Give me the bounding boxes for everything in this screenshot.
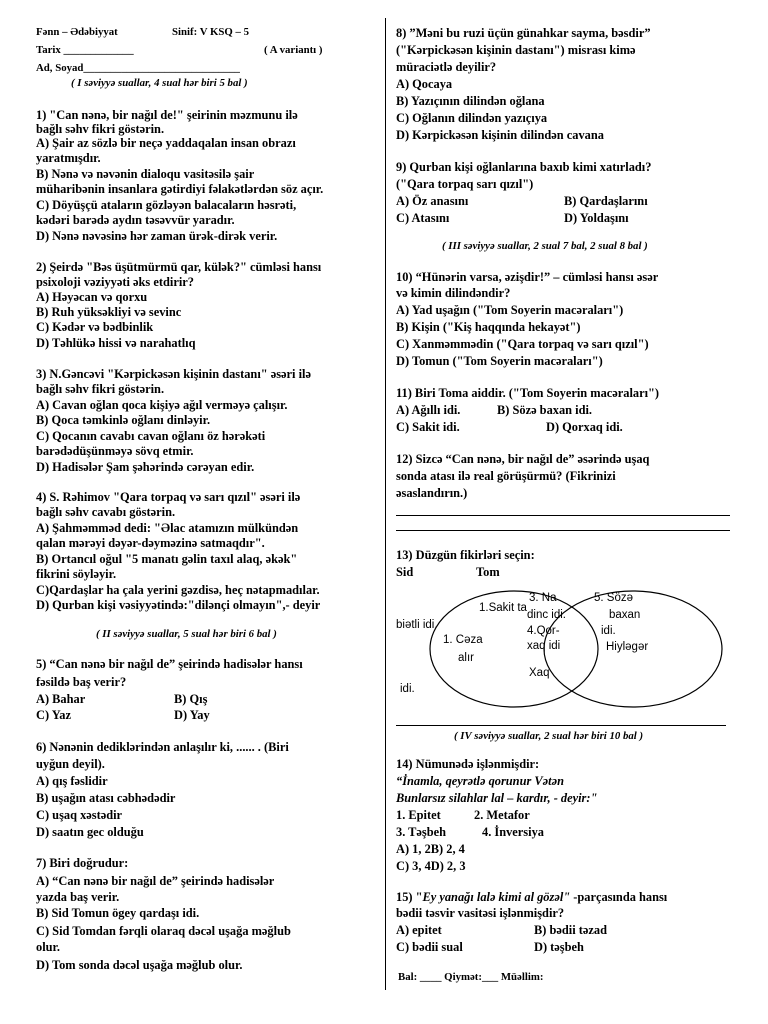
venn-middle-1: 3. Na: [529, 592, 557, 604]
q8-text-2: ("Kərpickəsən kişinin dastanı") misrası kimə: [396, 43, 636, 57]
q15-option-c: C) bədii sual: [396, 940, 463, 954]
q2-option: B) Ruh yüksəkliyi və sevinc: [36, 305, 182, 319]
q9-option-c: C) Atasını: [396, 211, 450, 225]
q4-text-1: 4) S. Rəhimov "Qara torpaq və sarı qızıl" əsəri ilə: [36, 490, 301, 504]
q1-text-1: 1) "Can nənə, bir nağıl de!" şeirinin məzmunu ilə: [36, 108, 298, 122]
q6-option: C) uşaq xəstədir: [36, 808, 123, 822]
q8-option: B) Yazıçının dilindən oğlana: [396, 94, 545, 108]
grade: Sinif: V KSQ – 5: [172, 26, 250, 38]
q7-text: 7) Biri doğrudur:: [36, 856, 129, 870]
q14-option: A) 1, 2B) 2, 4: [396, 842, 465, 856]
q4-option: fikrini söyləyir.: [36, 567, 117, 581]
q5-option-a: A) Bahar: [36, 692, 86, 706]
q14-term: 2. Metafor: [474, 808, 530, 822]
q11-option-d: D) Qorxaq idi.: [546, 420, 623, 434]
venn-right-1: 5. Sözə: [594, 592, 633, 604]
q3-text-2: bağlı səhv fikri göstərin.: [36, 382, 165, 396]
q14-term: 1. Epitet: [396, 808, 441, 822]
q1-option: kədəri barədə aydın təsəvvür yaradır.: [36, 213, 235, 227]
q1-text-2: bağlı səhv fikri göstərin.: [36, 122, 165, 136]
q14-option: C) 3, 4D) 2, 3: [396, 859, 466, 873]
q7-option: yazda baş verir.: [36, 890, 120, 904]
q11-option-a: A) Ağıllı idi.: [396, 403, 461, 417]
q8-option: D) Kərpickəsən kişinin dilindən cavana: [396, 128, 604, 142]
variant: ( A variantı ): [264, 44, 323, 56]
q2-option: C) Kədər və bədbinlik: [36, 320, 154, 334]
answer-line: [396, 725, 726, 726]
venn-diagram: [396, 585, 736, 710]
q6-text-1: 6) Nənənin dediklərindən anlaşılır ki, ...... . (Biri: [36, 740, 289, 754]
q3-option: barədədüşünməyə sövq etmir.: [36, 444, 194, 458]
q10-option: D) Tomun ("Tom Soyerin macəraları"): [396, 354, 603, 368]
q6-option: B) uşağın atası cəbhədədir: [36, 791, 176, 805]
q12-text-2: sonda atası ilə real görüşürmü? (Fikrinizi: [396, 469, 616, 483]
q14-quote-2: Bunlarsız silahlar lal – kardır, - deyir:": [396, 791, 598, 805]
q6-text-2: uyğun deyil).: [36, 757, 105, 771]
q8-option: A) Qocaya: [396, 77, 453, 91]
q14-quote-1: “İnamla, qeyrətlə qorunur Vətən: [396, 774, 564, 788]
q6-option: D) saatın gec olduğu: [36, 825, 144, 839]
venn-label-sid: Sid: [396, 565, 414, 579]
q5-text-1: 5) “Can nənə bir nağıl de” şeirində hadisələr hansı: [36, 657, 303, 671]
q5-option-b: B) Qış: [174, 692, 208, 706]
q9-option-b: B) Qardaşlarını: [564, 194, 648, 208]
q10-option: C) Xanməmmədin ("Qara torpaq və sarı qızıl"): [396, 337, 649, 351]
q7-option: olur.: [36, 940, 60, 954]
q1-option: C) Döyüşçü ataların gözləyən balacaların həsrəti,: [36, 198, 297, 212]
venn-left-outside-2: idi.: [400, 683, 415, 695]
q8-text-1: 8) ”Məni bu ruzi üçün günahkar sayma, bəsdir”: [396, 26, 651, 40]
q1-option: D) Nənə nəvəsinə hər zaman ürək-dirək verir.: [36, 229, 278, 243]
q7-option: B) Sid Tomun ögey qardaşı idi.: [36, 906, 200, 920]
q9-text-1: 9) Qurban kişi oğlanlarına baxıb kimi xatırladı?: [396, 160, 652, 174]
q10-text-1: 10) “Hünərin varsa, əzişdir!” – cümləsi hansı əsər: [396, 270, 659, 284]
q2-option: A) Həyəcan və qorxu: [36, 290, 148, 304]
venn-left-outside-1: biətli idi.: [396, 619, 438, 631]
q15-option-b: B) bədii təzad: [534, 923, 607, 937]
q14-term: 3. Təşbeh: [396, 825, 447, 839]
q7-option: D) Tom sonda dəcəl uşağa məğlub olur.: [36, 958, 243, 972]
venn-left-inside-1: 1.Sakit ta: [479, 602, 527, 614]
venn-middle-5: Xaq: [529, 667, 550, 679]
q9-option-a: A) Öz anasını: [396, 194, 469, 208]
q4-option: qalan mərəyi dəyər-dəyməzinə satmaqdır".: [36, 536, 265, 550]
q11-option-b: B) Sözə baxan idi.: [497, 403, 593, 417]
q11-option-c: C) Sakit idi.: [396, 420, 460, 434]
q9-option-d: D) Yoldaşını: [564, 211, 629, 225]
q10-text-2: və kimin dilindəndir?: [396, 286, 511, 300]
column-divider: [385, 18, 386, 990]
q7-option: A) “Can nənə bir nağıl de” şeirində hadisələr: [36, 874, 275, 888]
q5-option-c: C) Yaz: [36, 708, 71, 722]
venn-right-3: idi.: [601, 625, 616, 637]
q15-option-d: D) təşbeh: [534, 940, 584, 954]
q5-text-2: fəsildə baş verir?: [36, 675, 127, 689]
q11-text: 11) Biri Toma aiddir. ("Tom Soyerin macəraları"): [396, 386, 660, 400]
q4-option: B) Ortancıl oğul "5 manatı gəlin taxıl alaq, əkək": [36, 552, 298, 566]
q5-option-d: D) Yay: [174, 708, 210, 722]
q1-option: B) Nənə və nəvənin dialoqu vasitəsilə şair: [36, 167, 255, 181]
q1-option: yaratmışdır.: [36, 151, 101, 165]
q3-option: D) Hadisələr Şam şəhərində cərəyan edir.: [36, 460, 255, 474]
q10-option: B) Kişin ("Kiş haqqında hekayət"): [396, 320, 581, 334]
answer-line: [396, 530, 730, 531]
q4-option: D) Qurban kişi vəsiyyətində:"dilənçi olmayın",- deyir: [36, 598, 321, 612]
venn-middle-4: xaq idi: [527, 640, 561, 652]
q2-option: D) Təhlükə hissi və narahatlıq: [36, 336, 196, 350]
q15-quote: Ey yanağı lalə kimi al gözəl": [422, 890, 571, 904]
subject: Fənn – Ədəbiyyat: [36, 26, 118, 38]
q12-text-3: əsaslandırın.): [396, 486, 468, 500]
q3-option: A) Cavan oğlan qoca kişiyə ağıl verməyə çalışır.: [36, 398, 288, 412]
q15-text-end: -parçasında hansı: [570, 890, 668, 904]
q2-text-2: psixoloji vəziyyəti əks etdirir?: [36, 275, 194, 289]
level1-heading: ( I səviyyə suallar, 4 sual hər biri 5 bal ): [71, 77, 248, 89]
q7-option: C) Sid Tomdan fərqli olaraq dəcəl uşağa məğlub: [36, 924, 291, 938]
q3-text-1: 3) N.Gəncəvi "Kərpickəsən kişinin dastanı" əsəri ilə: [36, 367, 311, 381]
name-field: Ad, Soyad_____________________________: [36, 62, 240, 74]
q1-option: müharibənin insanlara gətirdiyi fəlakətlərdən söz açır.: [36, 182, 324, 196]
date-field: Tarix _____________: [36, 44, 134, 56]
level3-heading: ( III səviyyə suallar, 2 sual 7 bal, 2 sual 8 bal ): [442, 240, 648, 252]
q4-option: A) Şahməmməd dedi: "Əlac atamızın mülkündən: [36, 521, 299, 535]
q9-text-2: ("Qara torpaq sarı qızıl"): [396, 177, 534, 191]
answer-line: [396, 515, 730, 516]
q14-text: 14) Nümunədə işlənmişdir:: [396, 757, 540, 771]
q10-option: A) Yad uşağın ("Tom Soyerin macəraları"): [396, 303, 624, 317]
q4-text-2: bağlı səhv cavabı göstərin.: [36, 505, 176, 519]
q6-option: A) qış fəslidir: [36, 774, 108, 788]
q13-text: 13) Düzgün fikirləri seçin:: [396, 548, 535, 562]
q3-option: B) Qoca təmkinlə oğlanı dinləyir.: [36, 413, 211, 427]
q4-option: C)Qardaşlar ha çala yerini gəzdisə, heç nətapmadılar.: [36, 583, 320, 597]
venn-middle-2: dinc idi.: [527, 609, 566, 621]
venn-left-inside-2: 1. Cəza: [443, 634, 483, 646]
venn-right-2: baxan: [609, 609, 641, 621]
q1-option: A) Şair az sözlə bir neçə yaddaqalan insan obrazı: [36, 136, 296, 150]
q15-text-2: bədii təsvir vasitəsi işlənmişdir?: [396, 906, 565, 920]
venn-middle-3: 4.Qor-: [527, 625, 560, 637]
q2-text-1: 2) Şeirdə "Bəs üşütmürmü qar, külək?" cümləsi hansı: [36, 260, 322, 274]
q8-text-3: müraciətlə deyilir?: [396, 60, 497, 74]
venn-left-inside-3: alır: [458, 652, 474, 664]
q3-option: C) Qocanın cavabı cavan oğlanı öz hərəkəti: [36, 429, 266, 443]
q8-option: C) Oğlanın dilindən yazıçıya: [396, 111, 548, 125]
q15-text-1: [396, 891, 667, 903]
level4-heading: ( IV səviyyə suallar, 2 sual hər biri 10 bal ): [454, 730, 644, 742]
q15-option-a: A) epitet: [396, 923, 442, 937]
q12-text-1: 12) Sizcə “Can nənə, bir nağıl de” əsərində uşaq: [396, 452, 650, 466]
venn-label-tom: Tom: [476, 565, 500, 579]
q14-term: 4. İnversiya: [482, 825, 544, 839]
level2-heading: ( II səviyyə suallar, 5 sual hər biri 6 bal ): [96, 628, 277, 640]
footer-score: Bal: ____ Qiymət:___ Müəllim:: [398, 971, 544, 983]
venn-right-4: Hiyləgər: [606, 641, 649, 653]
q15-text-start: 15) ": [396, 890, 423, 904]
